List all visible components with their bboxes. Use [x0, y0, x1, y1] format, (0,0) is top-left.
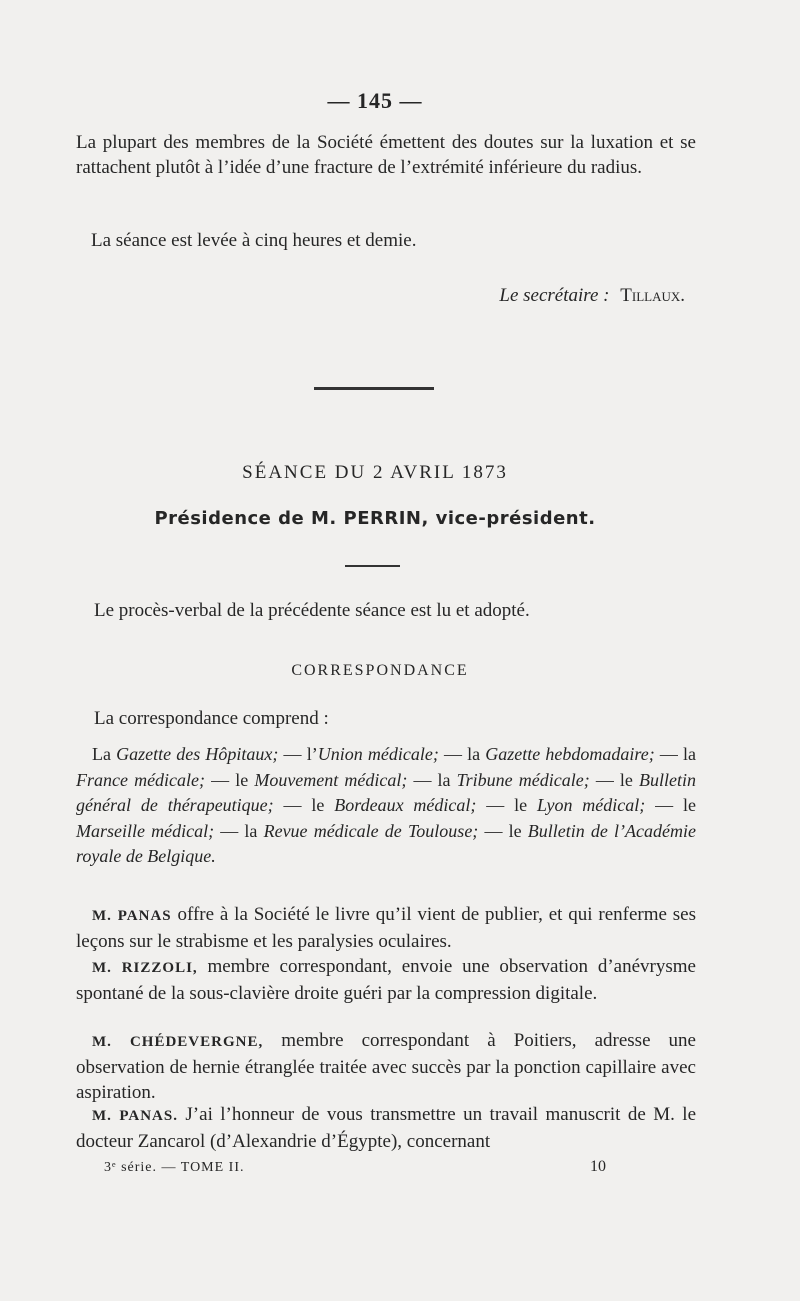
- item-panas-book: [76, 902, 696, 954]
- journal-separator: — le: [645, 795, 696, 815]
- journal-separator: — le: [273, 795, 335, 815]
- paragraph-seance-levee: La séance est levée à cinq heures et demie.: [91, 230, 417, 251]
- journal-title: France médicale;: [76, 769, 206, 790]
- item-rizzoli: [76, 954, 696, 1006]
- correspondance-heading: CORRESPONDANCE: [291, 662, 469, 679]
- journal-separator: — la: [654, 744, 697, 764]
- section-divider: [314, 387, 434, 390]
- journal-separator: — l’: [278, 744, 318, 764]
- item-panas-zancarol: [76, 1102, 696, 1154]
- journal-separator: — le: [478, 820, 528, 841]
- page-number: — 145 —: [327, 88, 423, 113]
- journal-title: Mouvement médical;: [254, 769, 408, 790]
- journal-title: Bulletin de l’Académie royale de Belgique.: [76, 820, 697, 866]
- item-text: membre correspondant, envoie une observation d’anévrysme spontané de la sous-clavière droite guéri par la compression digitale.: [76, 956, 696, 1004]
- journal-separator: — la: [214, 820, 264, 841]
- item-chedevergne: [76, 1028, 696, 1105]
- journal-separator: — la: [407, 769, 457, 790]
- paragraph-luxation: La plupart des membres de la Société émettent des doutes sur la luxation et se rattachent plutôt à l’idée d’une fracture de l’extrémité inférieure du radius.: [76, 132, 696, 178]
- journal-title: Gazette hebdomadaire;: [485, 744, 655, 764]
- seance-title: SÉANCE DU 2 AVRIL 1873: [242, 462, 508, 483]
- journal-title: Revue médicale de Toulouse;: [263, 820, 479, 841]
- journal-title: Bulletin général de thérapeutique;: [76, 769, 696, 815]
- journal-title: Lyon médical;: [536, 795, 646, 815]
- short-divider: [345, 565, 400, 567]
- journal-separator: La: [92, 744, 117, 764]
- member-name: M. RIZZOLI,: [92, 960, 198, 976]
- item-text: J’ai l’honneur de vous transmettre un travail manuscrit de M. le docteur Zancarol (d’Alexandrie d’Égypte), concernant: [76, 1104, 696, 1152]
- journal-title: Gazette des Hôpitaux;: [116, 744, 279, 764]
- correspondance-intro: La correspondance comprend :: [94, 708, 329, 729]
- signature-name: Tillaux.: [620, 285, 685, 306]
- secretary-signature: [499, 285, 685, 307]
- item-text: offre à la Société le livre qu’il vient de publier, et qui renferme ses leçons sur le strabisme et les paralysies oculaires.: [76, 904, 696, 952]
- footer-sheet-number: 10: [590, 1158, 606, 1175]
- journal-title: Union médicale;: [317, 744, 439, 764]
- signature-role: Le secrétaire :: [499, 285, 610, 306]
- member-name: M. CHÉDEVERGNE,: [92, 1034, 264, 1050]
- proces-verbal: Le procès-verbal de la précédente séance est lu et adopté.: [94, 600, 530, 621]
- journals-list: [76, 742, 696, 870]
- journal-title: Marseille médical;: [76, 820, 215, 841]
- member-name: M. PANAS: [92, 908, 172, 924]
- journal-separator: — la: [438, 744, 486, 764]
- member-name: M. PANAS.: [92, 1108, 178, 1124]
- footer-series: 3ᵉ série. — TOME II.: [104, 1160, 245, 1175]
- journal-separator: — le: [205, 769, 255, 790]
- item-text: membre correspondant à Poitiers, adresse une observation de hernie étranglée traitée avec succès par la ponction capillaire avec aspiration.: [76, 1030, 696, 1103]
- journal-title: Bordeaux médical;: [334, 795, 477, 815]
- journal-title: Tribune médicale;: [456, 769, 590, 790]
- journal-separator: — le: [476, 795, 537, 815]
- journal-separator: — le: [589, 769, 639, 790]
- presidence-line: Présidence de M. PERRIN, vice-président.: [154, 508, 596, 529]
